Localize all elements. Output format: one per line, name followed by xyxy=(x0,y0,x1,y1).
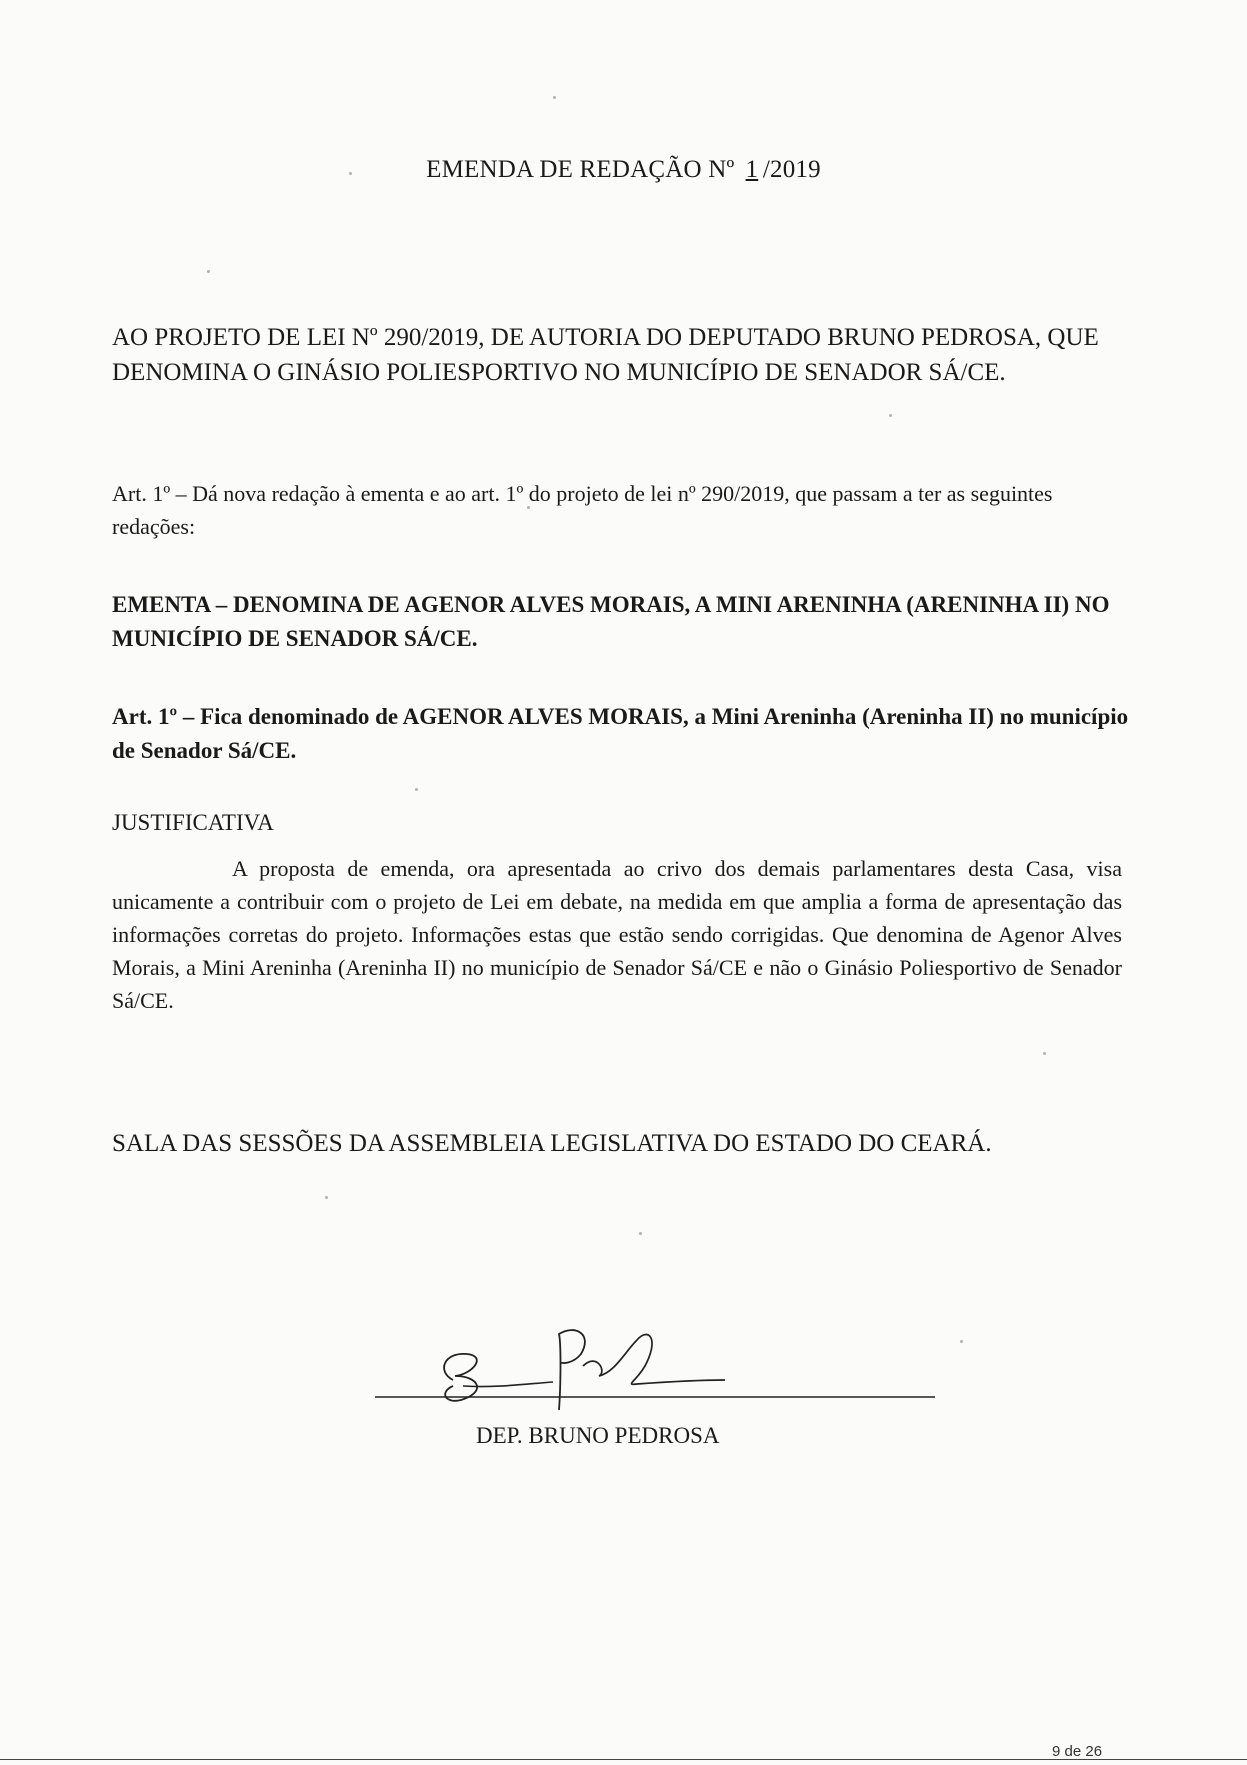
new-article-one: Art. 1º – Fica denominado de AGENOR ALVES MORAIS, a Mini Areninha (Areninha II) no município de Senador Sá/CE. xyxy=(112,704,1129,763)
new-ementa: EMENTA – DENOMINA DE AGENOR ALVES MORAIS, A MINI ARENINHA (ARENINHA II) NO MUNICÍPIO DE SENADOR SÁ/CE. xyxy=(112,592,1110,651)
justification-body: A proposta de emenda, ora apresentada ao crivo dos demais parlamentares desta Casa, visa unicamente a contribuir com o projeto de Lei em debate, na medida em que amplia a forma de apresentação das informações corretas do projeto. Informações estas que estão sendo corrigidas. Que denomina de Agenor Alves Morais, a Mini Areninha (Areninha II) no município de Senador Sá/CE e não o Ginásio Poliesportivo de Senador Sá/CE. xyxy=(112,856,1122,1013)
scan-speck xyxy=(325,1196,328,1199)
title-suffix: /2019 xyxy=(762,156,821,183)
scan-speck xyxy=(349,172,352,175)
signer-name: DEP. BRUNO PEDROSA xyxy=(476,1423,720,1448)
scan-speck xyxy=(553,96,556,99)
scan-speck xyxy=(415,788,418,791)
session-hall-line: SALA DAS SESSÕES DA ASSEMBLEIA LEGISLATIVA DO ESTADO DO CEARÁ. xyxy=(112,1130,992,1157)
amendment-title xyxy=(0,156,1247,184)
scan-speck xyxy=(639,1232,642,1235)
bill-subject: AO PROJETO DE LEI Nº 290/2019, DE AUTORIA DO DEPUTADO BRUNO PEDROSA, QUE DENOMINA O GINÁSIO POLIESPORTIVO NO MUNICÍPIO DE SENADOR SÁ/CE. xyxy=(112,324,1099,386)
signature-stroke-p xyxy=(559,1330,585,1410)
scan-speck xyxy=(960,1340,963,1343)
scan-speck xyxy=(889,414,892,417)
scan-speck xyxy=(1043,1052,1046,1055)
article-intro: Art. 1º – Dá nova redação à ementa e ao art. 1º do projeto de lei nº 290/2019, que passam a ter as seguintes redações: xyxy=(112,481,1053,539)
signature-stroke-b xyxy=(444,1354,477,1401)
handwritten-signature-icon xyxy=(375,1322,935,1412)
amendment-number: 1 xyxy=(745,156,759,183)
title-prefix: EMENDA DE REDAÇÃO Nº xyxy=(426,156,741,183)
scan-speck xyxy=(527,506,530,509)
scan-speck xyxy=(207,270,210,273)
justification-heading: JUSTIFICATIVA xyxy=(112,810,274,835)
page-number: 9 de 26 xyxy=(1052,1743,1103,1760)
signature-stroke-tail xyxy=(583,1335,725,1385)
